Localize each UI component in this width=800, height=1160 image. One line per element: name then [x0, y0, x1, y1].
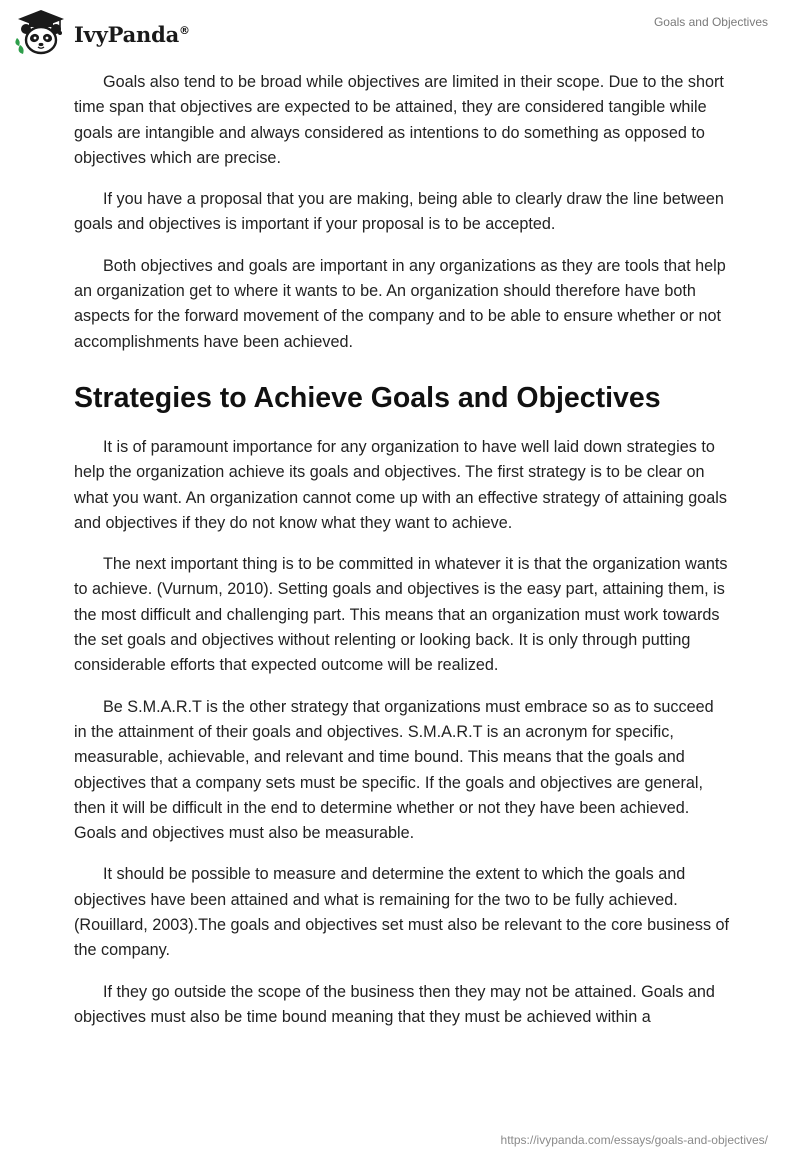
paragraph: The next important thing is to be committed in whatever it is that the organization wants to achieve. (Vurnum, 2010). Setting goals and objectives is the easy part, attaining them, is the most difficult and challenging part. This means that an organization must work towards the set goals and objectives without relenting or looking back. It is only through putting considerable efforts that expected outcome will be realized. [74, 555, 728, 675]
running-title: Goals and Objectives [653, 15, 768, 29]
paragraph: Both objectives and goals are important in any organizations as they are tools that help an organization get to where it wants to be. An organization should therefore have both aspects for the forward movement of the company and to be able to ensure whether or not accomplishments have been achieved. [74, 256, 726, 351]
page-header [0, 0, 800, 60]
paragraph: If they go outside the scope of the business then they may not be attained. Goals and objectives must also be time bound meaning that they must be achieved within a [74, 982, 715, 1026]
paragraph: Be S.M.A.R.T is the other strategy that organizations must embrace so as to succeed in the attainment of their goals and objectives. S.M.A.R.T is an acronym for specific, measurable, achievable, and relevant and time bound. This means that the goals and objectives that a company sets must be specific. If the goals and objectives are general, then it will be difficult in the end to determine whether or not they have been achieved. Goals and objectives must also be measurable. [74, 697, 714, 843]
panda-graduation-cap-icon [14, 8, 68, 56]
section-heading: Strategies to Achieve Goals and Objectives [74, 381, 661, 414]
paragraph: It is of paramount importance for any organization to have well laid down strategies to help the organization achieve its goals and objectives. The first strategy is to be clear on what you want. An organization cannot come up with an effective strategy of attaining goals and objectives if they do not know what they want to achieve. [74, 437, 728, 532]
essay-content [74, 70, 730, 1046]
source-url[interactable]: https://ivypanda.com/essays/goals-and-objectives/ [500, 1133, 768, 1147]
paragraph: It should be possible to measure and determine the extent to which the goals and objectives have been attained and what is remaining for the two to be fully achieved. (Rouillard, 2003).The goals and objectives set must also be relevant to the core business of the company. [74, 865, 730, 960]
ivypanda-logo[interactable] [14, 8, 190, 56]
brand-name: IvyPanda® [74, 21, 190, 47]
paragraph: If you have a proposal that you are making, being able to clearly draw the line between goals and objectives is important if your proposal is to be accepted. [74, 190, 724, 234]
paragraph: Goals also tend to be broad while objectives are limited in their scope. Due to the short time span that objectives are expected to be attained, they are considered tangible while goals are intangible and always considered as intentions to do something as opposed to objectives which are precise. [74, 73, 724, 167]
